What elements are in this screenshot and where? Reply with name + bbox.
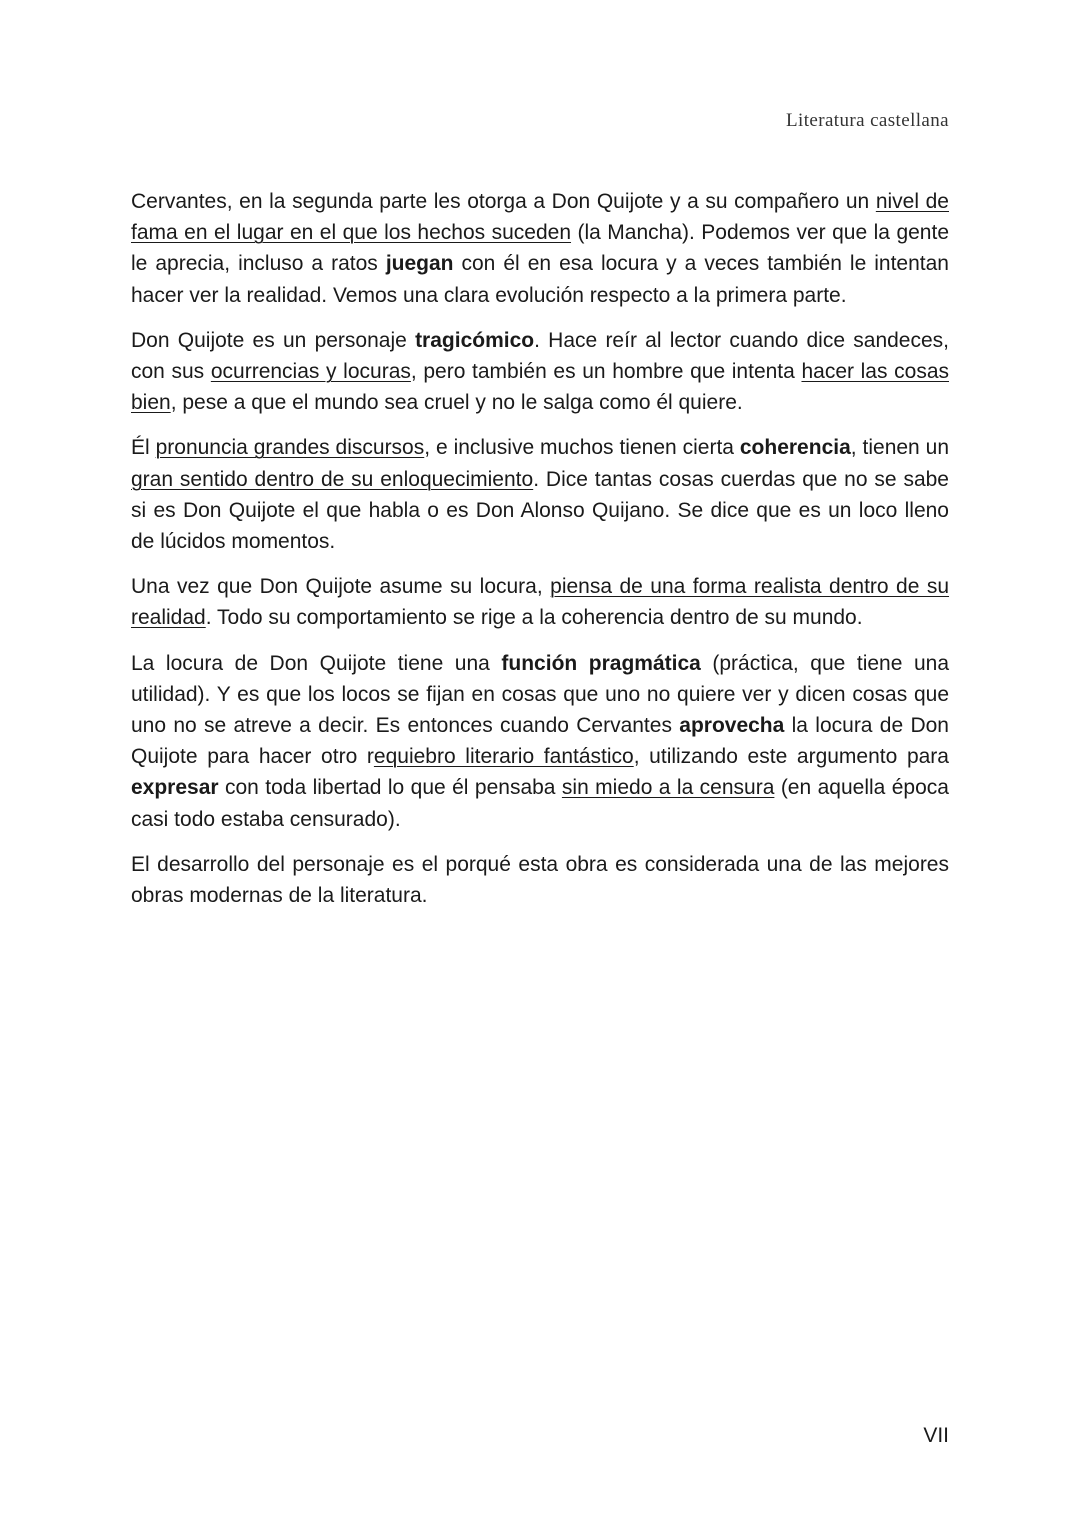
bold-phrase: coherencia <box>739 436 851 460</box>
text-run: , pese a que el mundo sea cruel y no le salga como él quiere. <box>170 391 743 415</box>
bold-phrase: tragicómico <box>415 328 535 352</box>
bold-phrase: expresar <box>131 776 219 800</box>
underlined-phrase: piensa de una forma realista dentro de su realidad <box>131 575 950 630</box>
paragraph <box>131 648 949 835</box>
underlined-phrase: sin miedo a la censura <box>561 776 775 800</box>
text-run: Él <box>131 436 156 460</box>
bold-phrase: juegan <box>385 252 454 276</box>
underlined-phrase: gran sentido dentro de su enloquecimiento <box>131 467 534 491</box>
paragraph <box>131 432 949 557</box>
text-run: El desarrollo del personaje es el porqué esta obra es considerada una de las mejores obras modernas de la literatura. <box>131 852 949 908</box>
text-run: , e inclusive muchos tienen cierta <box>424 436 740 460</box>
text-run: (en aquella época casi todo estaba censurado). <box>131 776 949 831</box>
text-run: (práctica, que tiene una utilidad). Y es que los locos se fijan en cosas que uno no quiere ver y dicen cosas que uno no se atreve a decir. Es entonces cuando Cervantes <box>131 651 949 738</box>
paragraph <box>131 186 949 311</box>
text-run: (la Mancha). Podemos ver que la gente le aprecia, incluso a ratos <box>131 221 949 276</box>
underlined-phrase: hacer las cosas bien <box>131 360 949 415</box>
underlined-phrase: equiebro literario fantástico <box>373 745 634 769</box>
text-run: , pero también es un hombre que intenta <box>410 360 802 384</box>
text-run: la locura de Don Quijote para hacer otro r <box>131 714 949 769</box>
bold-phrase: función pragmática <box>501 651 701 675</box>
body-text <box>131 186 949 925</box>
text-run: con él en esa locura y a veces también le intentan hacer ver la realidad. Vemos una clara evolución respecto a la primera parte. <box>131 252 949 307</box>
text-run: Cervantes, en la segunda parte les otorga a Don Quijote y a su compañero un <box>131 190 876 213</box>
paragraph <box>131 325 949 419</box>
underlined-phrase: pronuncia grandes discursos <box>155 436 425 460</box>
underlined-phrase: ocurrencias y locuras <box>210 360 411 384</box>
text-run: La locura de Don Quijote tiene una <box>131 651 502 675</box>
paragraph <box>131 849 949 911</box>
underlined-phrase: nivel de fama en el lugar en el que los hechos suceden <box>131 190 949 245</box>
text-run: . Todo su comportamiento se rige a la coherencia dentro de su mundo. <box>205 606 863 630</box>
text-run: . Dice tantas cosas cuerdas que no se sabe si es Don Quijote el que habla o es Don Alonso Quijano. Se dice que es un loco lleno de lúcidos momentos. <box>131 467 949 554</box>
text-run: con toda libertad lo que él pensaba <box>218 776 562 800</box>
paragraph <box>131 571 949 633</box>
running-header: Literatura castellana <box>786 110 949 131</box>
page-number: VII <box>923 1424 949 1447</box>
text-run: . Hace reír al lector cuando dice sandeces, con sus <box>131 328 950 384</box>
text-run: , tienen un <box>850 436 949 460</box>
text-run: Don Quijote es un personaje <box>131 328 416 352</box>
text-run: Una vez que Don Quijote asume su locura, <box>131 575 551 599</box>
bold-phrase: aprovecha <box>679 714 785 738</box>
text-run: , utilizando este argumento para <box>633 745 949 769</box>
